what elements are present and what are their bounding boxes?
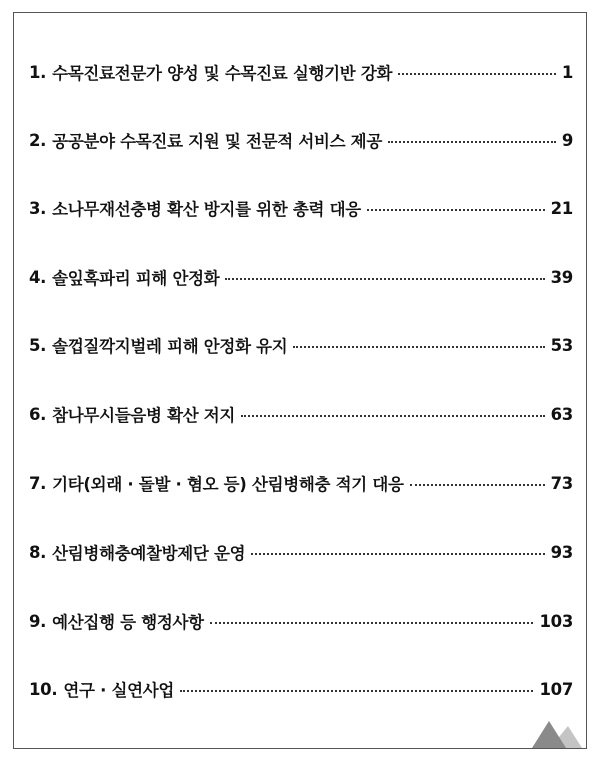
toc-entry-9[interactable]	[29, 609, 573, 633]
toc-number: 7.	[29, 473, 47, 493]
toc-page-number: 107	[539, 679, 573, 699]
toc-page-number: 93	[550, 542, 573, 562]
toc-leader-dots	[367, 209, 545, 211]
toc-title: 산림병해충예찰방제단 운영	[52, 544, 246, 563]
toc-leader-dots	[398, 73, 556, 75]
mountain-dark-peak	[532, 721, 566, 748]
toc-title: 소나무재선충병 확산 방지를 위한 총력 대응	[52, 200, 361, 219]
toc-entry-4[interactable]	[29, 265, 573, 289]
toc-entry-7[interactable]	[29, 471, 573, 495]
page-frame	[13, 12, 587, 749]
toc-page-number: 9	[561, 130, 573, 150]
toc-leader-dots	[241, 415, 545, 417]
toc-number: 3.	[29, 198, 47, 218]
toc-page-number: 73	[550, 473, 573, 493]
toc-entry-2[interactable]	[29, 128, 573, 152]
toc-title: 솔잎혹파리 피해 안정화	[52, 269, 220, 288]
toc-leader-dots	[210, 622, 534, 624]
toc-title: 공공분야 수목진료 지원 및 전문적 서비스 제공	[52, 132, 382, 151]
toc-leader-dots	[388, 141, 556, 143]
toc-leader-dots	[225, 278, 544, 280]
toc-entry-3[interactable]	[29, 196, 573, 220]
toc-entry-8[interactable]	[29, 540, 573, 564]
toc-title: 기타(외래 · 돌발 · 혐오 등) 산림병해충 적기 대응	[52, 475, 404, 494]
toc-title: 솔껍질깍지벌레 피해 안정화 유지	[52, 337, 288, 356]
toc-leader-dots	[251, 553, 544, 555]
toc-page-number: 39	[550, 267, 573, 287]
toc-number: 4.	[29, 267, 47, 287]
toc-page-number: 63	[550, 404, 573, 424]
toc-leader-dots	[293, 346, 544, 348]
toc-entry-5[interactable]	[29, 333, 573, 357]
toc-leader-dots	[180, 690, 533, 692]
toc-number: 8.	[29, 542, 47, 562]
toc-number: 1.	[29, 62, 47, 82]
toc-title: 참나무시들음병 확산 저지	[52, 406, 236, 425]
toc-entry-10[interactable]	[29, 677, 573, 701]
table-of-contents	[14, 13, 586, 748]
toc-title: 수목진료전문가 양성 및 수목진료 실행기반 강화	[52, 64, 393, 83]
mountain-icon	[532, 718, 582, 748]
toc-number: 5.	[29, 335, 47, 355]
toc-entry-6[interactable]	[29, 402, 573, 426]
toc-page-number: 21	[550, 198, 573, 218]
toc-number: 10.	[29, 679, 58, 699]
toc-leader-dots	[410, 484, 545, 486]
toc-title: 연구 · 실연사업	[63, 681, 175, 700]
toc-page-number: 1	[561, 62, 573, 82]
toc-number: 2.	[29, 130, 47, 150]
toc-entry-1[interactable]	[29, 60, 573, 84]
toc-number: 9.	[29, 611, 47, 631]
toc-page-number: 53	[550, 335, 573, 355]
toc-title: 예산집행 등 행정사항	[52, 613, 204, 632]
toc-page-number: 103	[539, 611, 573, 631]
toc-number: 6.	[29, 404, 47, 424]
